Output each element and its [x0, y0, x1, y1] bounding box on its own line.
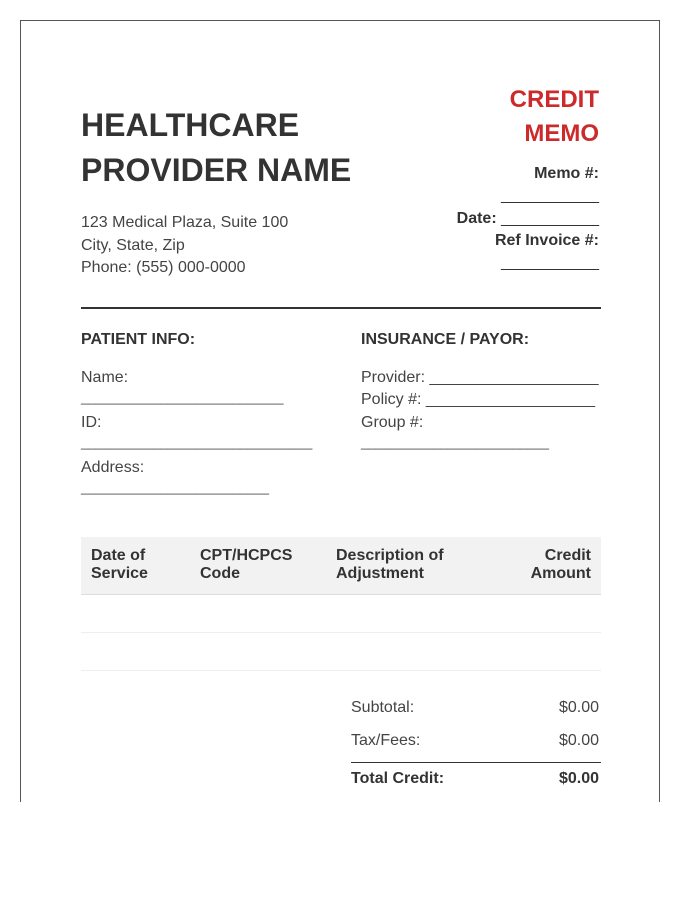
column-header-line: Amount	[530, 565, 591, 582]
header-divider	[81, 307, 601, 309]
total-credit-label: Total Credit:	[351, 770, 445, 787]
insurance-group-label: Group #:	[361, 414, 424, 431]
subtotal-value: $0.00	[558, 699, 599, 716]
provider-address-line2: City, State, Zip	[81, 237, 185, 254]
document-title-line1: CREDIT	[509, 86, 599, 113]
column-header-line: Credit	[544, 547, 591, 564]
insurance-provider-field[interactable]: Provider: ___________________	[361, 369, 599, 386]
patient-name-label: Name:	[81, 369, 129, 386]
tax-fees-value: $0.00	[558, 732, 599, 749]
column-header-line: Description of	[336, 547, 444, 564]
memo-number-field[interactable]: ___________	[501, 187, 599, 204]
subtotal-label: Subtotal:	[351, 699, 415, 716]
ref-invoice-field[interactable]: ___________	[501, 254, 599, 271]
total-divider	[351, 762, 601, 763]
column-header-line: Code	[200, 565, 240, 582]
memo-number-label: Memo #:	[534, 165, 599, 182]
table-row[interactable]	[81, 670, 601, 671]
column-header-date-of-service	[91, 547, 148, 583]
column-header-line: Date of	[91, 547, 146, 564]
document-title	[399, 83, 599, 151]
provider-address-line1: 123 Medical Plaza, Suite 100	[81, 214, 289, 231]
credit-memo-sheet	[20, 20, 660, 802]
date-field[interactable]: ___________	[501, 210, 599, 227]
patient-address-field[interactable]: __________________________	[81, 480, 269, 495]
date-label: Date:	[456, 210, 497, 227]
table-row[interactable]	[81, 632, 601, 633]
patient-id-field[interactable]: ________________________________	[81, 435, 313, 450]
column-header-credit-amount	[531, 547, 591, 583]
ref-invoice-label: Ref Invoice #:	[494, 232, 599, 249]
tax-fees-label: Tax/Fees:	[351, 732, 421, 749]
insurance-heading: INSURANCE / PAYOR:	[361, 331, 530, 348]
provider-name: HEALTHCARE PROVIDER NAME	[81, 107, 352, 188]
column-header-cpt-code	[200, 547, 292, 583]
total-credit-value: $0.00	[558, 770, 599, 787]
insurance-policy-field[interactable]: Policy #: ___________________	[361, 391, 595, 408]
column-header-line: Service	[91, 565, 148, 582]
patient-id-label: ID:	[81, 414, 102, 431]
patient-name-field[interactable]: ____________________________	[81, 390, 284, 405]
insurance-group-field[interactable]: __________________________	[361, 435, 549, 450]
patient-info-heading: PATIENT INFO:	[81, 331, 196, 348]
line-items-table-header	[81, 537, 601, 595]
patient-address-label: Address:	[81, 459, 145, 476]
document-title-line2: MEMO	[524, 120, 599, 147]
column-header-line: CPT/HCPCS	[200, 547, 293, 564]
date-row	[457, 210, 599, 228]
provider-phone: Phone: (555) 000-0000	[81, 259, 246, 276]
column-header-description	[336, 547, 444, 583]
column-header-line: Adjustment	[336, 565, 424, 582]
